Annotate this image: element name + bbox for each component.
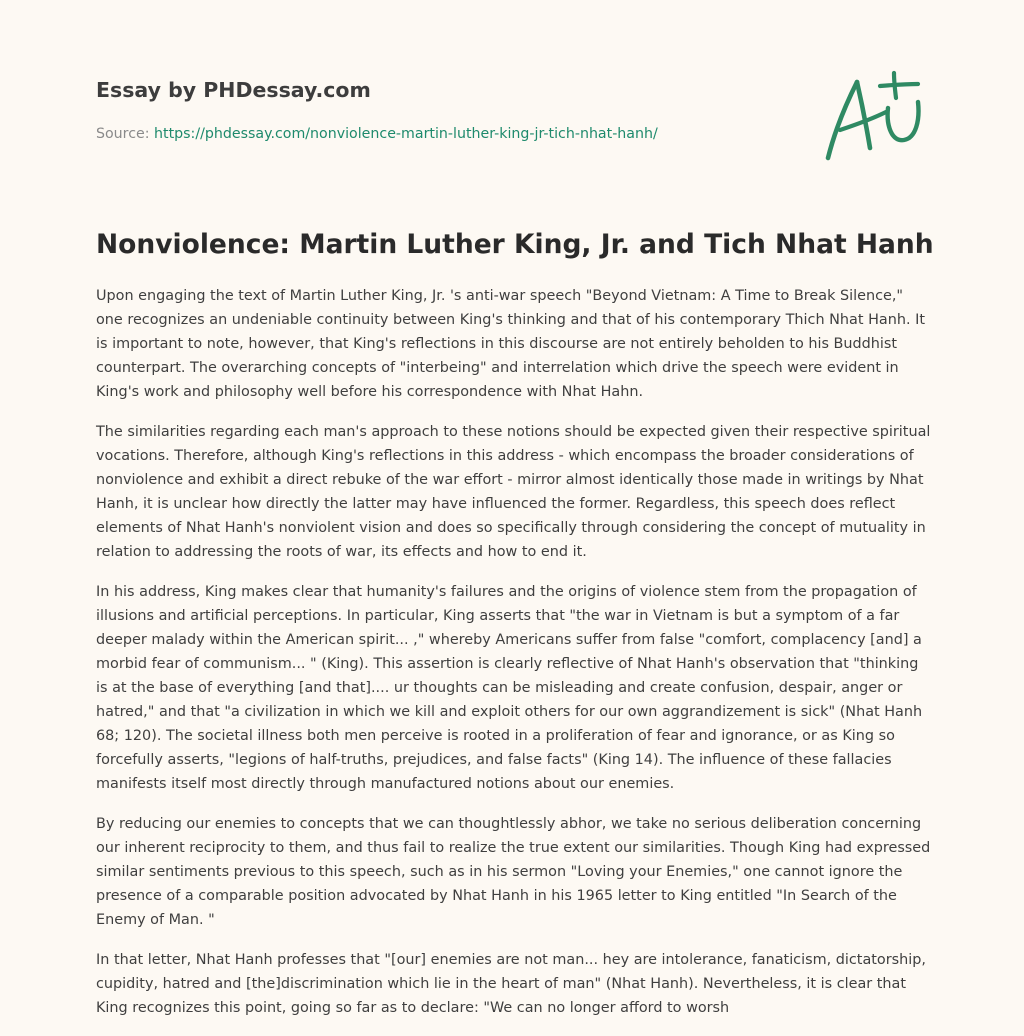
paragraph: Upon engaging the text of Martin Luther King, Jr. 's anti-war speech "Beyond Vietnam: A Time to Break Silence," one recognizes an undeniable continuity between King's thinking and that of his contemporary Thich Nhat Hanh. It is important to note, however, that King's reflections in this discourse are not entirely beholden to his Buddhist counterpart. The overarching concepts of "interbeing" and interrelation which drive the speech were evident in King's work and philosophy well before his correspondence with Nhat Hahn.: [96, 288, 925, 400]
paragraph: In his address, King makes clear that humanity's failures and the origins of violence stem from the propagation of illusions and artificial perceptions. In particular, King asserts that "the war in Vietnam is but a symptom of a far deeper malady within the American spirit... ," whereby Americans suffer from false "comfort, complacency [and] a morbid fear of communism... " (King). This assertion is clearly reflective of Nhat Hanh's observation that "thinking is at the base of everything [and that].... ur thoughts can be misleading and create confusion, despair, anger or hatred," and that "a civilization in which we kill and exploit others for our own aggrandizement is sick" (Nhat Hanh 68; 120). The societal illness both men perceive is rooted in a proliferation of fear and ignorance, or as King so forcefully asserts, "legions of half-truths, prejudices, and false facts" (King 14). The influence of these fallacies manifests itself most directly through manufactured notions about our enemies.: [96, 584, 923, 792]
essay-title: Nonviolence: Martin Luther King, Jr. and Tich Nhat Hanh: [96, 229, 934, 260]
paragraph: In that letter, Nhat Hanh professes that "[our] enemies are not man... hey are intolerance, fanaticism, dictatorship, cupidity, hatred and [the]discrimination which lie in the heart of man" (Nhat Hanh). Nevertheless, it is clear that King recognizes this point, going so far as to declare: "We can no longer afford to worsh: [96, 952, 926, 1016]
site-brand: Essay by PHDessay.com: [96, 78, 371, 102]
paragraph: By reducing our enemies to concepts that we can thoughtlessly abhor, we take no serious deliberation concerning our inherent reciprocity to them, and thus fail to realize the true extent our similarities. Though King had expressed similar sentiments previous to this speech, such as in his sermon "Loving your Enemies," one cannot ignore the presence of a comparable position advocated by Nhat Hanh in his 1965 letter to King entitled "In Search of the Enemy of Man. ": [96, 816, 931, 928]
paragraph: The similarities regarding each man's approach to these notions should be expected given their respective spiritual vocations. Therefore, although King's reflections in this address - which encompass the broader considerations of nonviolence and exhibit a direct rebuke of the war effort - mirror almost identically those made in writings by Nhat Hanh, it is unclear how directly the latter may have influenced the former. Regardless, this speech does reflect elements of Nhat Hanh's nonviolent vision and does so specifically through considering the concept of mutuality in relation to addressing the roots of war, its effects and how to end it.: [96, 424, 931, 560]
essay-body: [96, 284, 932, 1036]
source-label: Source:: [96, 126, 155, 142]
essay-header: [96, 76, 796, 144]
source-line: [96, 124, 796, 144]
source-link[interactable]: https://phdessay.com/nonviolence-martin-luther-king-jr-tich-nhat-hanh/: [154, 126, 658, 142]
a-plus-logo-icon: [822, 68, 926, 164]
